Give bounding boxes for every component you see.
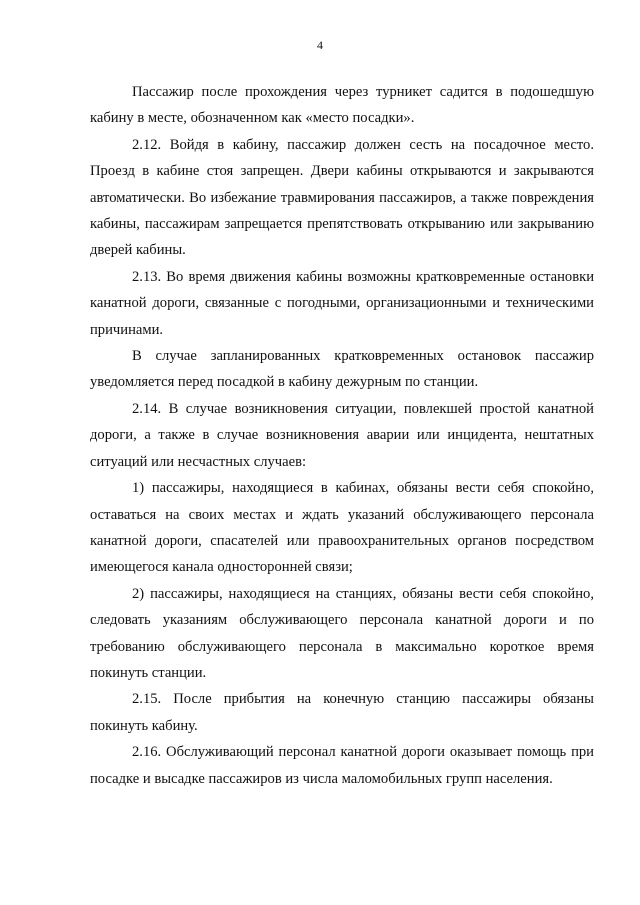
document-body: [90, 79, 594, 792]
paragraph-planned-stops: В случае запланированных кратковременных остановок пассажир уведомляется перед посадкой в кабину дежурным по станции.: [90, 348, 594, 391]
paragraph-boarding: Пассажир после прохождения через турникет садится в подошедшую кабину в месте, обозначенном как «место посадки».: [90, 84, 594, 127]
paragraph-2-16: 2.16. Обслуживающий персонал канатной дороги оказывает помощь при посадке и высадке пассажиров из числа маломобильных групп населения.: [90, 744, 594, 787]
paragraph-2-13: 2.13. Во время движения кабины возможны кратковременные остановки канатной дороги, связанные с погодными, организационными и техническими причинами.: [90, 268, 594, 338]
paragraph-2-15: 2.15. После прибытия на конечную станцию пассажиры обязаны покинуть кабину.: [90, 691, 594, 734]
page-number: 4: [317, 38, 323, 52]
paragraph-2-14-item-1: 1) пассажиры, находящиеся в кабинах, обязаны вести себя спокойно, оставаться на своих местах и ждать указаний обслуживающего персонала канатной дороги, спасателей или правоохранительных органов посредством имеющегося канала односторонней связи;: [90, 480, 594, 576]
paragraph-2-14: 2.14. В случае возникновения ситуации, повлекшей простой канатной дороги, а также в случае возникновения аварии или инцидента, нештатных ситуаций или несчастных случаев:: [90, 400, 594, 470]
paragraph-2-14-item-2: 2) пассажиры, находящиеся на станциях, обязаны вести себя спокойно, следовать указаниям обслуживающего персонала канатной дороги и по требованию обслуживающего персонала в максимально короткое время покинуть станции.: [90, 585, 594, 681]
paragraph-2-12: 2.12. Войдя в кабину, пассажир должен сесть на посадочное место. Проезд в кабине стоя запрещен. Двери кабины открываются и закрываются автоматически. Во избежание травмирования пассажиров, а также повреждения кабины, пассажирам запрещается препятствовать открыванию или закрыванию дверей кабины.: [90, 136, 594, 259]
